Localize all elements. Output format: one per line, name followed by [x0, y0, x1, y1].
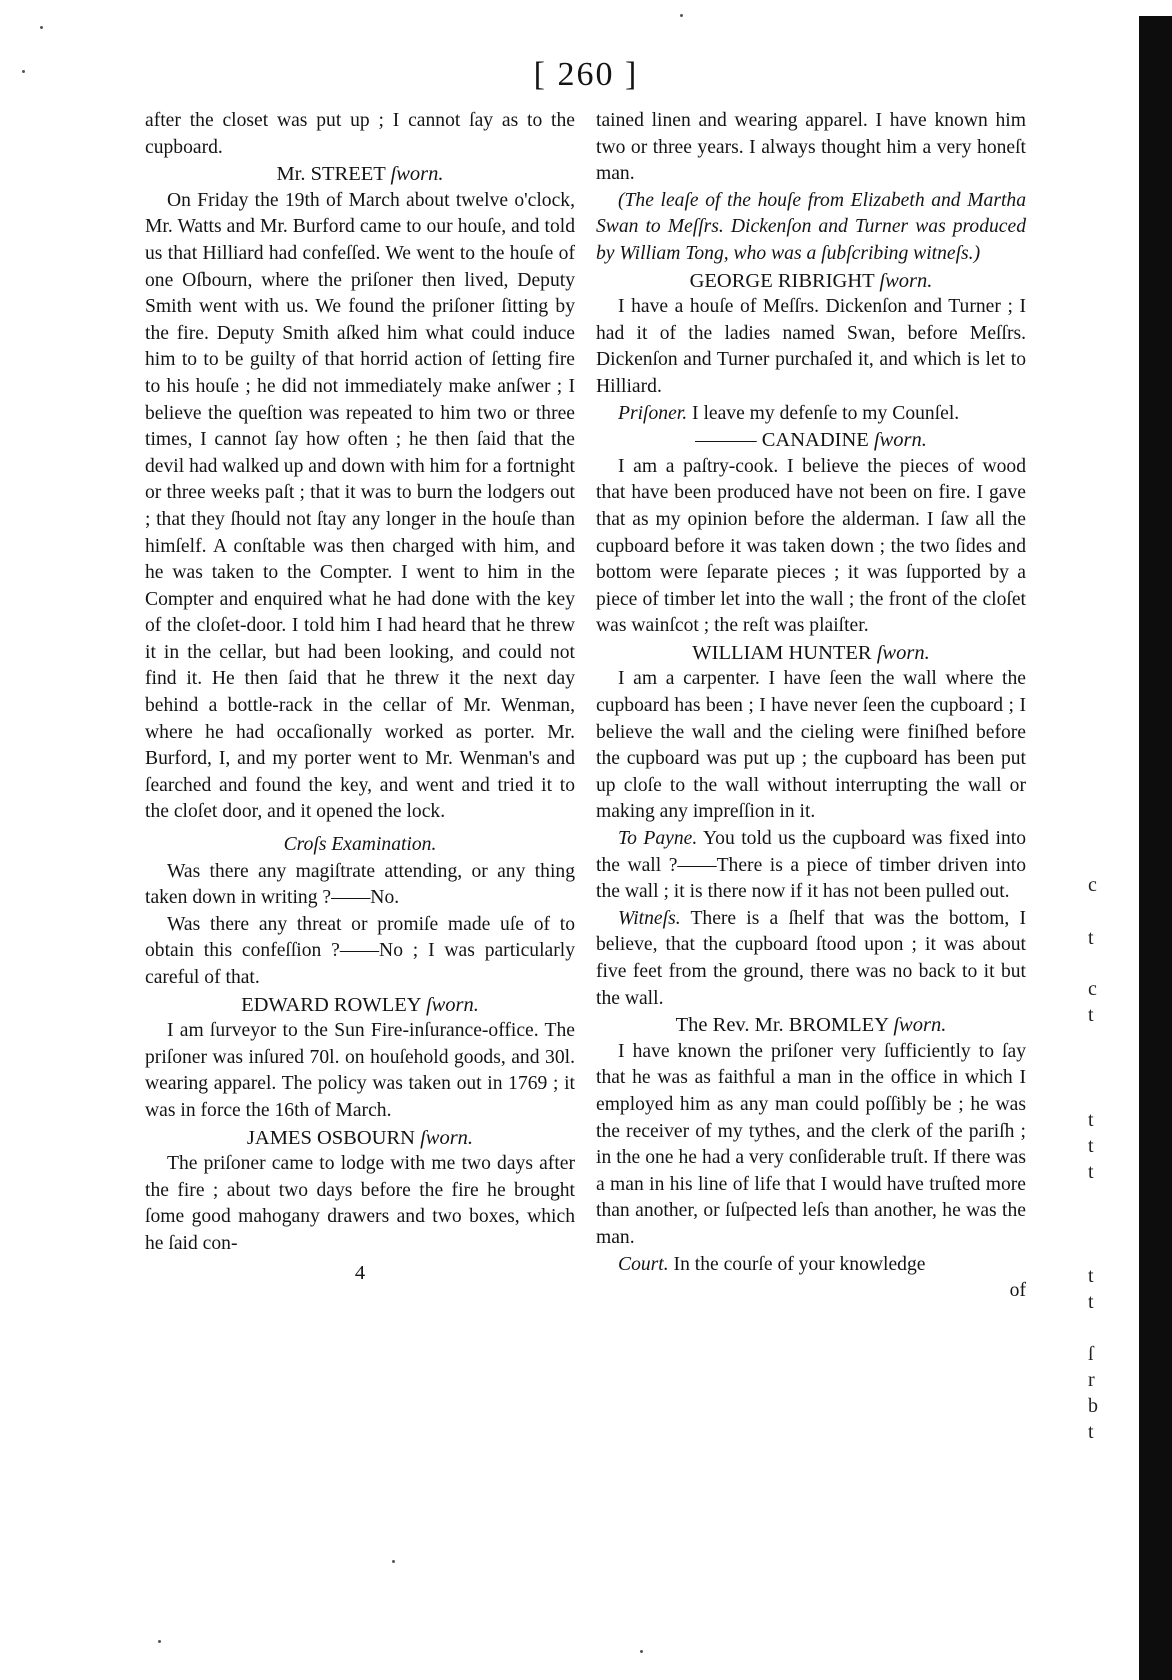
- page-number: [ 260 ]: [533, 56, 639, 93]
- paragraph: [596, 906, 1026, 1012]
- paragraph: [596, 1252, 1026, 1279]
- bleed-through-letter: c: [1088, 874, 1097, 896]
- left-column: [145, 108, 575, 1286]
- paragraph: The priſoner came to lodge with me two days after the fire ; about two days before the fire he brought ſome good mahogany drawers and two boxes, which he ſaid con-: [145, 1153, 575, 1254]
- paragraph: after the closet was put up ; I cannot ſay as to the cupboard.: [145, 110, 575, 158]
- speaker-label: To Payne.: [618, 828, 698, 850]
- bleed-through-letter: t: [1088, 1265, 1094, 1287]
- paragraph: [596, 401, 1026, 428]
- witness-name: JAMES OSBOURN: [246, 1126, 415, 1149]
- paragraph: I have a houſe of Meſſrs. Dickenſon and Turner ; I had it of the ladies named Swan, before Meſſrs. Dickenſon and Turner purchaſed it, and which is let to Hilliard.: [596, 296, 1026, 397]
- right-column: [596, 108, 1026, 1305]
- scan-speck: [640, 1650, 643, 1653]
- witness-heading: [145, 1125, 575, 1152]
- witness-heading: [596, 268, 1026, 295]
- scan-edge-shadow: [1139, 16, 1172, 1680]
- witness-heading: [596, 640, 1026, 667]
- speaker-label: Court.: [618, 1253, 669, 1275]
- paragraph: [596, 826, 1026, 906]
- bleed-through-letter: c: [1088, 978, 1097, 1000]
- scan-speck: [158, 1640, 161, 1643]
- witness-name: CANADINE: [761, 429, 869, 452]
- bleed-through-letter: t: [1088, 1161, 1094, 1183]
- sworn-label: ſworn.: [425, 993, 479, 1016]
- section-heading: Croſs Examination.: [283, 834, 437, 856]
- speech: I leave my defenſe to my Counſel.: [692, 402, 960, 424]
- heading-dash: ———: [695, 429, 757, 452]
- witness-heading: [145, 992, 575, 1019]
- paragraph: I have known the priſoner very ſufficiently to ſay that he was as faithful a man in the office in which I employed him as any man could poſſibly be ; he was the receiver of my tythes, and the clerk of the pariſh ; in the one he had a very conſiderable truſt. If there was a man in his line of life that I would have truſted more than another, or ſuſpected leſs than another, he was the man.: [596, 1040, 1026, 1248]
- paragraph: Was there any threat or promiſe made uſe of to obtain this confeſſion ?——No ; I was particularly careful of that.: [145, 913, 575, 988]
- paragraph: I am a carpenter. I have ſeen the wall where the cupboard has been ; I have never ſeen the cupboard ; I believe the wall and the cieling were finiſhed before the cupboard was put up ; the cupboard has been put up cloſe to the wall without interrupting the wall or making any impreſſion in it.: [596, 668, 1026, 823]
- sworn-label: ſworn.: [879, 269, 933, 292]
- speaker-label: Witneſs.: [618, 907, 681, 929]
- bleed-through-letter: t: [1088, 1135, 1094, 1157]
- speech: You told us the cupboard was fixed into the wall ?——There is a piece of timber driven into the wall ; it is there now if it has not been pulled out.: [596, 828, 1026, 903]
- bleed-through-letter: t: [1088, 927, 1094, 949]
- sworn-label: ſworn.: [893, 1014, 947, 1037]
- bleed-through-letter: t: [1088, 1004, 1094, 1026]
- paragraph: I am a paſtry-cook. I believe the pieces of wood that have been produced have not been on fire. I gave that as my opinion before the alderman. I ſaw all the cupboard before it was taken down ; the two ſides and bottom were ſeparate pieces ; it was ſupported by a piece of timber let into the wall ; the front of the cloſet was wainſcot ; the reſt was plaiſter.: [596, 455, 1026, 637]
- scan-speck: [392, 1560, 395, 1563]
- paragraph: Was there any magiſtrate attending, or any thing taken down in writing ?——No.: [145, 860, 575, 909]
- witness-heading: [145, 161, 575, 188]
- speech: In the courſe of your knowledge: [673, 1253, 926, 1275]
- scan-speck: [680, 14, 683, 17]
- sworn-label: ſworn.: [420, 1126, 474, 1149]
- bleed-through-letter: r: [1088, 1369, 1095, 1391]
- paragraph: On Friday the 19th of March about twelve o'clock, Mr. Watts and Mr. Burford came to our houſe, and told us that Hilliard had confeſſed. We went to the houſe of one Oſbourn, where the priſoner then lived, Deputy Smith went with us. We found the priſoner ſitting by the fire. Deputy Smith aſked him what could induce him to to be guilty of that horrid action of ſetting fire to his houſe ; he did not immediately make anſwer ; I believe the queſtion was repeated to him two or three times, I cannot ſay how often ; he then ſaid that the devil had walked up and down with him for a fortnight or three weeks paſt ; that it was to burn the lodgers out ; that they ſhould not ſtay any longer in the houſe than himſelf. A conſtable was then charged with him, and he was taken to the Compter. I went to him in the Compter and enquired what he had done with the key of the cloſet-door. I told him I had heard that he threw it in the cellar, but had been looking, and could not find it. He then ſaid that he threw it the next day behind a bottle-rack in the cellar of Mr. Wenman, where he had occaſionally worked as porter. Mr. Burford, I, and my porter went to Mr. Wenman's and ſearched and found the key, and went and tried it to the cloſet door, and it opened the lock.: [145, 189, 575, 823]
- paragraph: tained linen and wearing apparel. I have known him two or three years. I always thought him a very honeſt man.: [596, 110, 1026, 185]
- editorial-note: (The leaſe of the houſe from Elizabeth and Martha Swan to Meſſrs. Dickenſon and Turner was produced by William Tong, who was a ſubſcribing witneſs.): [596, 189, 1026, 264]
- paragraph: I am ſurveyor to the Sun Fire-inſurance-office. The priſoner was inſured 70l. on houſehold goods, and 30l. wearing apparel. The policy was taken out in 1769 ; it was in force the 16th of March.: [145, 1020, 575, 1121]
- speech: There is a ſhelf that was the bottom, I believe, that the cupboard ſtood upon ; it was about five feet from the ground, there was no back to it but the wall.: [596, 907, 1027, 1009]
- witness-name: Mr. STREET: [276, 163, 386, 186]
- bleed-through-letter: ſ: [1088, 1343, 1094, 1365]
- scan-speck: [40, 26, 43, 29]
- sworn-label: ſworn.: [873, 429, 927, 452]
- scan-speck: [22, 70, 25, 73]
- bleed-through-letter: b: [1088, 1395, 1098, 1417]
- sworn-label: ſworn.: [876, 641, 930, 664]
- bleed-through-letter: t: [1088, 1109, 1094, 1131]
- witness-heading: [596, 1012, 1026, 1039]
- catchword: of: [1009, 1280, 1026, 1302]
- witness-name: WILLIAM HUNTER: [692, 641, 872, 664]
- witness-name: EDWARD ROWLEY: [241, 993, 421, 1016]
- witness-name: GEORGE RIBRIGHT: [689, 269, 875, 292]
- witness-name: The Rev. Mr. BROMLEY: [675, 1014, 889, 1037]
- bleed-through-letter: t: [1088, 1421, 1094, 1443]
- bleed-through-letter: t: [1088, 1291, 1094, 1313]
- speaker-label: Priſoner.: [618, 402, 688, 424]
- signature-mark: 4: [354, 1261, 366, 1284]
- witness-heading: [596, 427, 1026, 454]
- sworn-label: ſworn.: [390, 163, 444, 186]
